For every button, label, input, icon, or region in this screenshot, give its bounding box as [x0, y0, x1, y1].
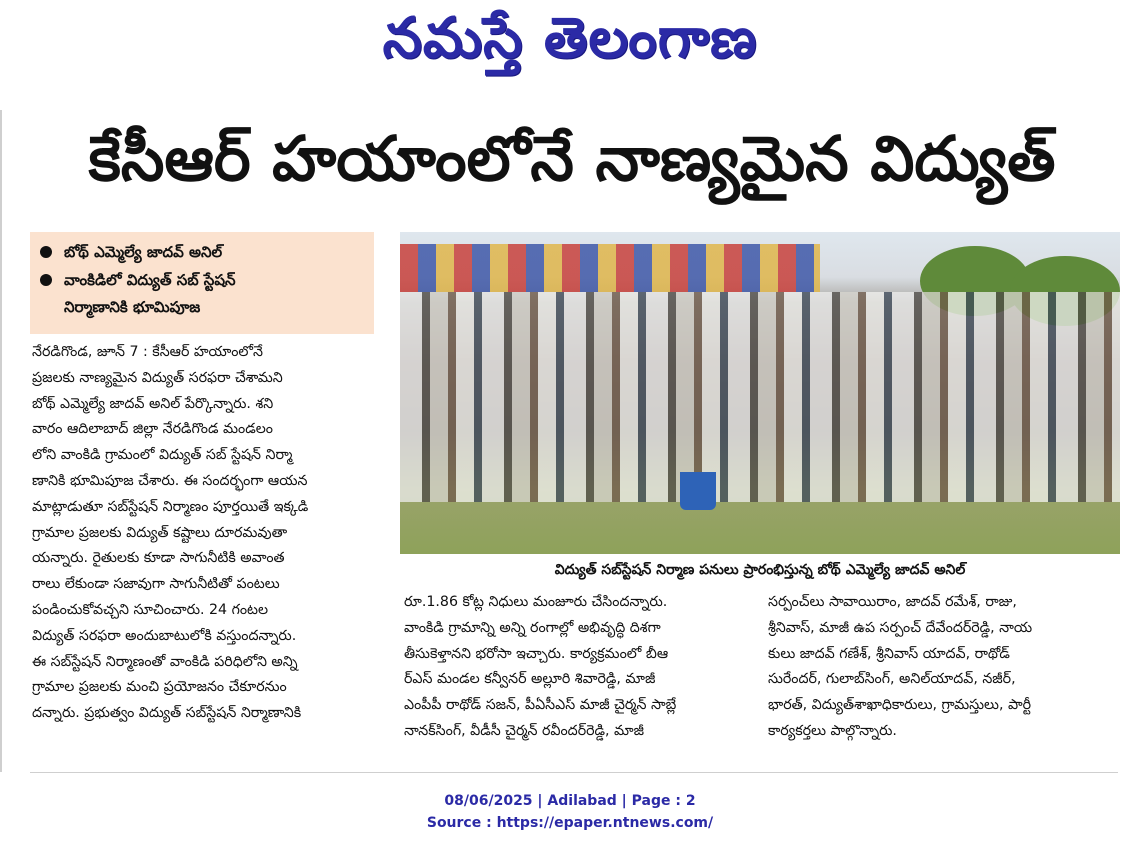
article-line: యన్నారు. రైతులకు కూడా సాగునీటికి అవాంత: [32, 550, 285, 567]
article-line: ఎంపీపీ రాథోడ్ సజన్, పీఏసీఎస్ మాజీ చైర్మన్ సాబ్లే: [404, 697, 677, 714]
article-headline: కేసీఆర్ హయాంలోనే నాణ్యమైన విద్యుత్: [88, 122, 1056, 195]
news-photo: [400, 232, 1120, 554]
article-column-3: [768, 590, 1120, 745]
highlight-item: [40, 266, 364, 294]
article-line: శ్రీనివాస్, మాజీ ఉప సర్పంచ్ దేవేందర్‌రెడ్డి, నాయ: [768, 619, 1033, 636]
highlight-item: [40, 238, 364, 266]
bullet-icon: [40, 246, 52, 258]
bullet-icon: [40, 274, 52, 286]
masthead: [0, 0, 1140, 90]
article-line: రూ.1.86 కోట్ల నిధులు మంజూరు చేసిందన్నారు.: [404, 594, 668, 610]
highlight-text-continued: నిర్మాణానికి భూమిపూజ: [64, 298, 201, 316]
article-line: గ్రామాల ప్రజలకు విద్యుత్ కష్టాలు దూరమవుతా: [32, 524, 288, 541]
article-line: ప్రజలకు నాణ్యమైన విద్యుత్ సరఫరా చేశామని: [32, 369, 283, 386]
footer: [0, 790, 1140, 834]
photo-canopy: [400, 244, 820, 292]
article-line: నేరడిగొండ, జూన్ 7 : కేసీఆర్ హయాంలోనే: [32, 344, 263, 360]
highlight-text: బోథ్ ఎమ్మెల్యే జాదవ్ అనిల్: [64, 243, 223, 261]
article-line: కార్యకర్తలు పాల్గొన్నారు.: [768, 722, 897, 739]
article-column-2: [404, 590, 754, 745]
article-line: లోని వాంకిడి గ్రామంలో విద్యుత్ సబ్ స్టేషన్ నిర్మా: [32, 447, 293, 464]
article-line: ర్‌ఎస్ మండల కన్వీనర్ అల్లూరి శివారెడ్డి, మాజీ: [404, 671, 656, 688]
article-line: సర్పంచ్‌లు సావాయిరాం, జాదవ్ రమేశ్, రాజు,: [768, 594, 1017, 610]
article-line: పండించుకోవచ్చని సూచించారు. 24 గంటల: [32, 601, 269, 618]
highlights-box: [30, 232, 374, 334]
photo-caption: విద్యుత్ సబ్‌స్టేషన్ నిర్మాణ పనులు ప్రారంభిస్తున్న బోథ్ ఎమ్మెల్యే జాదవ్ అనిల్: [554, 561, 966, 578]
article-line: నానక్‌సింగ్, వీడీసీ చైర్మన్ రవీందర్‌రెడ్డి, మాజీ: [404, 722, 644, 739]
article-line: తీసుకెళ్తానని భరోసా ఇచ్చారు. కార్యక్రమంలో బీఆ: [404, 645, 669, 662]
article-line: ణానికి భూమిపూజ చేశారు. ఈ సందర్భంగా ఆయన: [32, 472, 308, 489]
article-column-1: [32, 340, 378, 727]
article-line: బోథ్ ఎమ్మెల్యే జాదవ్ అనిల్ పేర్కొన్నారు. శని: [32, 395, 274, 412]
highlight-text: వాంకిడిలో విద్యుత్ సబ్ స్టేషన్: [64, 271, 236, 289]
frame-left-rule: [0, 110, 2, 772]
article-line: వాంకిడి గ్రామాన్ని అన్ని రంగాల్లో అభివృద్ధి దిశగా: [404, 619, 661, 636]
article-line: వారం ఆదిలాబాద్ జిల్లా నేరడిగొండ మండలం: [32, 421, 273, 438]
article-line: కులు జాదవ్ గణేశ్, శ్రీనివాస్ యాదవ్, రాథోడ్: [768, 645, 1010, 662]
article-line: భారత్, విద్యుత్‌శాఖాధికారులు, గ్రామస్తులు, పార్టీ: [768, 697, 1032, 714]
masthead-title: నమస్తే తెలంగాణ: [382, 5, 758, 71]
article-line: రాలు లేకుండా సజావుగా సాగునీటితో పంటలు: [32, 576, 280, 593]
article-line: ఈ సబ్‌స్టేషన్ నిర్మాణంతో వాంకిడి పరిధిలోని అన్ని: [32, 653, 298, 670]
frame-bottom-rule: [30, 772, 1118, 773]
footer-source-link[interactable]: Source : https://epaper.ntnews.com/: [426, 815, 714, 831]
photo-crowd: [400, 292, 1120, 502]
article-line: మాట్లాడుతూ సబ్‌స్టేషన్ నిర్మాణం పూర్తయితే ఇక్కడి: [32, 498, 309, 515]
photo-bucket: [680, 472, 716, 510]
footer-date-edition: 08/06/2025 | Adilabad | Page : 2: [444, 793, 696, 809]
article-line: దన్నారు. ప్రభుత్వం విద్యుత్ సబ్‌స్టేషన్ నిర్మాణానికి: [32, 705, 302, 722]
article-line: విద్యుత్ సరఫరా అందుబాటులోకి వస్తుందన్నారు.: [32, 627, 297, 644]
article-line: సురేందర్, గులాబ్‌సింగ్, అనిల్‌యాదవ్, నజీర్,: [768, 671, 1016, 688]
article-line: గ్రామాల ప్రజలకు మంచి ప్రయోజనం చేకూరనుం: [32, 679, 287, 696]
